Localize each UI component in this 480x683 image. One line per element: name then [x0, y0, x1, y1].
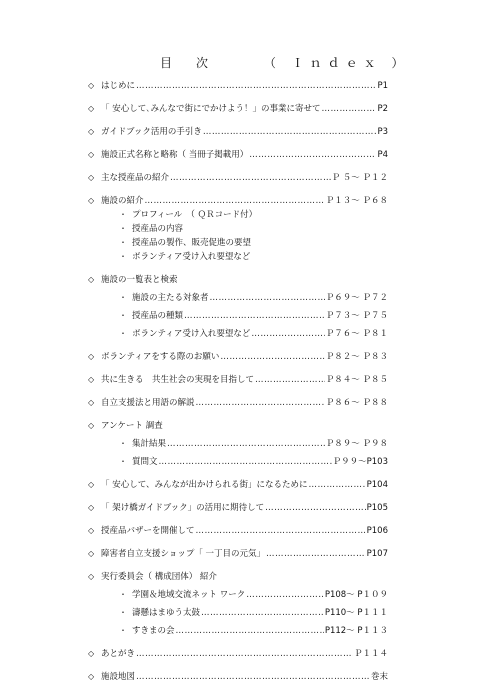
toc-entry-page: 巻末 — [370, 672, 388, 682]
toc-entry-page: P106 — [366, 526, 388, 536]
toc-entry — [88, 525, 388, 537]
toc-entry-label: 施設の紹介 — [101, 196, 144, 206]
toc-subentry-page: P110～ P１１１ — [324, 608, 388, 618]
toc-entry-page: P3 — [377, 127, 388, 137]
toc-entry — [88, 420, 388, 432]
toc-entry-label: はじめに — [101, 81, 136, 91]
toc-subentry-label: 施設の主たる対象者 — [132, 293, 209, 303]
toc-entry — [88, 172, 388, 184]
bullet-icon: ・ — [119, 252, 127, 261]
toc-entry-label: 障害者自立支援ショップ「 一丁目の元気」 — [101, 549, 266, 559]
toc-entry-label: 授産品バザーを開催して — [101, 526, 195, 536]
toc-entry — [88, 103, 388, 115]
bullet-icon: ・ — [119, 224, 127, 233]
diamond-marker-icon: ◇ — [88, 173, 95, 182]
leader-dots — [210, 293, 325, 304]
toc-entry-page: P1 — [377, 81, 388, 91]
leader-dots — [170, 173, 331, 184]
toc-entry-page: Ｐ８２～ Ｐ８３ — [325, 352, 388, 362]
leader-dots — [321, 104, 376, 115]
leader-dots — [201, 608, 324, 619]
toc-entry-label: ガイドブック活用の手引き — [101, 127, 202, 137]
diamond-marker-icon: ◇ — [88, 526, 95, 535]
toc-entry-page: P105 — [366, 503, 388, 513]
toc-entry — [88, 274, 388, 286]
leader-dots — [136, 81, 376, 92]
toc-entry-page: Ｐ１１４ — [353, 649, 388, 659]
toc-subentry-page: Ｐ９９～P103 — [332, 457, 388, 467]
toc-subentry-label: 質問文 — [132, 457, 158, 467]
leader-dots — [309, 480, 366, 491]
leader-dots — [184, 311, 325, 322]
toc-entry-label: 共に生きる 共生社会の実現を目指して — [101, 375, 255, 385]
toc-entry — [88, 479, 388, 491]
toc-entry-page: Ｐ ５～ Ｐ１２ — [331, 173, 388, 183]
toc-entry — [88, 351, 388, 363]
title-main: 目 次 — [160, 56, 215, 70]
toc-entry-label: あとがき — [101, 649, 136, 659]
toc-entry-page: P107 — [366, 549, 388, 559]
toc-subentry-page: P108～ P１０９ — [324, 590, 388, 600]
leader-dots — [220, 352, 324, 363]
page-title — [160, 54, 410, 71]
toc-subentry — [88, 607, 388, 619]
toc-entry-page: Ｐ８４～ Ｐ８５ — [325, 375, 388, 385]
toc-entry-page: P104 — [366, 480, 388, 490]
toc-subentry-label: 授産品の種類 — [132, 311, 184, 321]
toc-subentry — [88, 310, 388, 322]
leader-dots — [249, 150, 376, 161]
diamond-marker-icon: ◇ — [88, 196, 95, 205]
toc-entry-page: Ｐ１３～ Ｐ６８ — [325, 196, 388, 206]
toc-subentry-label: 集計結果 — [132, 439, 167, 449]
bullet-icon: ・ — [119, 608, 127, 617]
toc-entry — [88, 502, 388, 514]
diamond-marker-icon: ◇ — [88, 421, 95, 430]
diamond-marker-icon: ◇ — [88, 81, 95, 90]
toc-entry-label: 施設地図 — [101, 672, 136, 682]
toc-entry — [88, 126, 388, 138]
toc-entry-label: 主な授産品の紹介 — [101, 173, 170, 183]
leader-dots — [255, 375, 325, 386]
toc-subentry — [88, 209, 388, 221]
leader-dots — [203, 127, 377, 138]
leader-dots — [176, 626, 324, 637]
leader-dots — [265, 503, 366, 514]
diamond-marker-icon: ◇ — [88, 398, 95, 407]
diamond-marker-icon: ◇ — [88, 352, 95, 361]
toc-entry — [88, 571, 388, 583]
leader-dots — [196, 526, 366, 537]
toc-entry-label: 「 安心して､みんなで街にでかけよう！」の事業に寄せて — [101, 104, 321, 114]
toc-subentry-label: すきまの会 — [132, 626, 175, 636]
leader-dots — [167, 439, 325, 450]
toc-entry-page: Ｐ８６～ Ｐ８８ — [325, 398, 388, 408]
toc-entry — [88, 548, 388, 560]
leader-dots — [136, 649, 353, 660]
toc-subentry-label: プロフィール （ ＱＲコード付） — [132, 210, 258, 220]
leader-dots — [266, 549, 366, 560]
leader-dots — [145, 196, 325, 207]
toc-entry — [88, 149, 388, 161]
toc-entry — [88, 195, 388, 207]
toc-subentry-label: ボランティア受け入れ要望など — [132, 252, 251, 262]
diamond-marker-icon: ◇ — [88, 480, 95, 489]
toc-subentry — [88, 251, 388, 263]
diamond-marker-icon: ◇ — [88, 572, 95, 581]
toc-subentry-label: 授産品の内容 — [132, 224, 184, 234]
toc-entry-label: 「 安心して、みんなが出かけられる街」になるために — [101, 480, 308, 490]
leader-dots — [159, 457, 332, 468]
toc-entry-label: 施設の一覧表と検索 — [101, 275, 178, 285]
toc-entry — [88, 648, 388, 660]
toc-entry — [88, 374, 388, 386]
toc-subentry-page: Ｐ８９～ Ｐ９８ — [325, 439, 388, 449]
toc-subentry — [88, 589, 388, 601]
toc-entry-label: 施設正式名称と略称（ 当冊子掲載用） — [101, 150, 249, 160]
toc-subentry — [88, 438, 388, 450]
toc-entry-page: P2 — [377, 104, 388, 114]
bullet-icon: ・ — [119, 311, 127, 320]
bullet-icon: ・ — [119, 210, 127, 219]
toc-subentry — [88, 456, 388, 468]
toc-subentry-label: 授産品の製作、販売促進の要望 — [132, 238, 252, 248]
toc-entry-label: ボランティアをする際のお願い — [101, 352, 220, 362]
leader-dots — [251, 329, 324, 340]
toc-subentry — [88, 223, 388, 235]
toc-entry — [88, 80, 388, 92]
title-sub: （ Ｉｎｄｅｘ ） — [263, 56, 410, 70]
toc-subentry-page: P112～ P１１３ — [324, 626, 388, 636]
toc-entry-label: 自立支援法と用語の解説 — [101, 398, 195, 408]
diamond-marker-icon: ◇ — [88, 649, 95, 658]
diamond-marker-icon: ◇ — [88, 549, 95, 558]
bullet-icon: ・ — [119, 238, 127, 247]
bullet-icon: ・ — [119, 329, 127, 338]
bullet-icon: ・ — [119, 439, 127, 448]
table-of-contents — [88, 80, 388, 683]
diamond-marker-icon: ◇ — [88, 672, 95, 681]
diamond-marker-icon: ◇ — [88, 104, 95, 113]
bullet-icon: ・ — [119, 293, 127, 302]
toc-entry-label: 「 架け橋ガイドブック」の活用に期待して — [101, 503, 265, 513]
toc-entry-page: P4 — [377, 150, 388, 160]
toc-subentry-label: 学園＆地域交流ネット ワーク — [132, 590, 246, 600]
diamond-marker-icon: ◇ — [88, 375, 95, 384]
toc-subentry — [88, 292, 388, 304]
diamond-marker-icon: ◇ — [88, 275, 95, 284]
toc-subentry-label: 濤懸はまゆう太鼓 — [132, 608, 201, 618]
bullet-icon: ・ — [119, 457, 127, 466]
toc-subentry-page: Ｐ６９～ Ｐ７２ — [325, 293, 388, 303]
toc-entry-label: アンケート 調査 — [101, 421, 163, 431]
toc-subentry-label: ボランティア受け入れ要望など — [132, 329, 251, 339]
toc-subentry — [88, 625, 388, 637]
toc-entry-label: 実行委員会（ 構成団体） 紹介 — [101, 572, 217, 582]
diamond-marker-icon: ◇ — [88, 127, 95, 136]
toc-entry — [88, 671, 388, 683]
diamond-marker-icon: ◇ — [88, 503, 95, 512]
leader-dots — [196, 398, 325, 409]
bullet-icon: ・ — [119, 590, 127, 599]
leader-dots — [246, 590, 324, 601]
toc-subentry-page: Ｐ７３～ Ｐ７５ — [325, 311, 388, 321]
toc-subentry-page: Ｐ７６～ Ｐ８１ — [325, 329, 388, 339]
toc-entry — [88, 397, 388, 409]
toc-subentry — [88, 237, 388, 249]
diamond-marker-icon: ◇ — [88, 150, 95, 159]
toc-subentry — [88, 328, 388, 340]
bullet-icon: ・ — [119, 626, 127, 635]
